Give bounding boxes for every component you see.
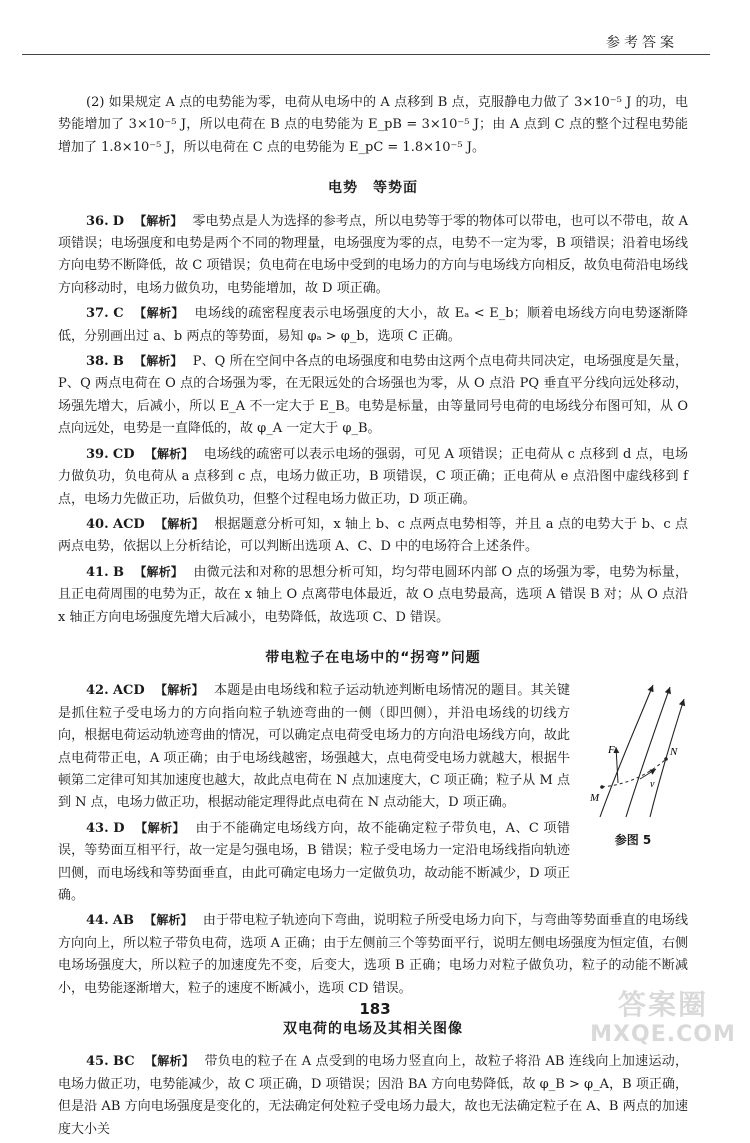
answer-42 bbox=[58, 679, 570, 814]
question-number: 44. bbox=[86, 913, 109, 929]
question-number: 39. bbox=[86, 446, 109, 462]
trajectory-dashed bbox=[602, 759, 666, 787]
question-number: 36. bbox=[86, 213, 109, 229]
point-n bbox=[664, 758, 668, 762]
figure-caption: 参图 5 bbox=[614, 833, 652, 848]
analysis-tag: 【解析】 bbox=[145, 1054, 195, 1069]
answer-text: P、Q 所在空间中各点的电场强度和电势由这两个点电荷共同决定，电场强度是矢量，P、Q 两点电荷在 O 点的合场强为零，在无限远处的合场强也为零，从 O 点沿 PQ 垂直平分线向远处移动，场强先增大，后减小，所以 E_A 不一定大于 E_B。电势是标量，由等量同号电荷的电场线分布图可知，从 O 点向远处，电势是一直降低的，故 φ_A 一定大于 φ_B。 bbox=[58, 354, 688, 437]
analysis-tag: 【解析】 bbox=[144, 446, 194, 461]
answer-choice: ACD bbox=[112, 683, 145, 699]
analysis-tag: 【解析】 bbox=[144, 913, 193, 928]
analysis-tag: 【解析】 bbox=[155, 683, 204, 698]
header-rule bbox=[22, 54, 710, 55]
answer-choice: C bbox=[113, 306, 124, 322]
answer-text: 由微元法和对称的思想分析可知，均匀带电圆环内部 O 点的场强为零，电势为标量，且正电荷周围的电势为正，故在 x 轴上 O 点离带电体最近，故 O 点电势最高，选项 A 错误 B 对；从 O 点沿 x 轴正方向电场强度先增大后减小，电势降低，故选项 C、D 错误。 bbox=[58, 564, 688, 625]
question-number: 42. bbox=[86, 683, 109, 699]
analysis-tag: 【解析】 bbox=[134, 354, 183, 369]
answer-37 bbox=[58, 302, 688, 348]
answers-with-figure bbox=[58, 679, 688, 907]
answer-39 bbox=[58, 443, 688, 511]
answer-36 bbox=[58, 210, 688, 301]
velocity-arrow bbox=[640, 769, 656, 779]
answer-text: 电场线的疏密程度表示电场强度的大小，故 Eₐ < E_b；顺着电场线方向电势逐渐降低，分别画出过 a、b 两点的等势面，易知 φₐ > φ_b，选项 C 正确。 bbox=[58, 306, 688, 344]
point-m bbox=[600, 786, 604, 790]
answer-choice: D bbox=[113, 820, 125, 836]
main-content bbox=[58, 92, 688, 1143]
question-number: 40. bbox=[86, 516, 109, 532]
answer-43 bbox=[58, 817, 570, 908]
watermark-logo bbox=[588, 990, 738, 1052]
label-n: N bbox=[670, 746, 678, 759]
answer-44 bbox=[58, 909, 688, 1000]
answer-text: 电场线的疏密可以表示电场的强弱，可见 A 项错误；正电荷从 c 点移到 d 点，电场力做负功，负电荷从 a 点移到 c 点，电场力做正功，B 项错误，C 项正确；正电荷从 e 点沿图中虚线移到 f 点，电场力先做正功，后做负功，但整个过程电场力做正功，D 项正确。 bbox=[58, 446, 688, 507]
label-v: v bbox=[650, 779, 655, 791]
analysis-tag: 【解析】 bbox=[134, 306, 184, 321]
answer-choice: AB bbox=[112, 913, 134, 929]
analysis-tag: 【解析】 bbox=[134, 213, 183, 228]
answer-text: 根据题意分析可知，x 轴上 b、c 点两点电势相等，并且 a 点的电势大于 b、c 点两点电势，依据以上分析结论，可以判断出选项 A、C、D 中的电场符合上述条件。 bbox=[58, 516, 688, 555]
section-title-potential: 电势 等势面 bbox=[328, 180, 418, 197]
answer-text: 由于带电粒子轨迹向下弯曲，说明粒子所受电场力向下，与弯曲等势面垂直的电场线方向向上，所以粒子带负电荷，选项 A 正确；由于左侧前三个等势面平行，说明左侧电场强度为恒定值，右侧电场场强度大，所以粒子的加速度先不变，后变大，选项 B 正确；电场力对粒子做负功，粒子的动能不断减小，电势能逐渐增大，粒子的速度不断减小，选项 CD 错误。 bbox=[58, 913, 688, 996]
answer-text: 零电势点是人为选择的参考点，所以电势等于零的物体可以带电，也可以不带电，故 A 项错误；电场强度和电势是两个不同的物理量，电场强度为零的点，电势不一定为零，B 项错误；沿着电场线方向电势不断降低，故 C 项错误；负电荷在电场中受到的电场力的方向与电场线方向相反，故负电荷沿电场线方向移动时，电场力做负功，电势能增加，故 D 项正确。 bbox=[58, 213, 689, 296]
watermark-text-top: 答案圈 bbox=[617, 988, 708, 1021]
answer-text: 带负电的粒子在 A 点受到的电场力竖直向上，故粒子将沿 AB 连线向上加速运动，电场力做正功，电势能减少，故 C 项正确，D 项错误；因沿 BA 方向电势降低，故 φ_B > φ_A，B 项正确，但是沿 AB 方向电场强度是变化的，无法确定何处粒子受电场力最大，故也无法确定粒子在 A、B 两点的加速度大小关 bbox=[58, 1054, 688, 1137]
answer-text: 由于不能确定电场线方向，故不能确定粒子带负电，A、C 项错误，等势面互相平行，故一定是匀强电场，B 错误；粒子受电场力一定沿电场线指向轨迹凹侧，而电场线和等势面垂直，由此可确定电场力一定做负功，故动能不断减少，D 项正确。 bbox=[58, 820, 570, 903]
answer-40 bbox=[58, 513, 688, 559]
answer-choice: CD bbox=[112, 446, 135, 462]
question-number: 37. bbox=[86, 306, 109, 322]
answer-choice: BC bbox=[113, 1054, 135, 1070]
analysis-tag: 【解析】 bbox=[134, 564, 184, 579]
field-line-diagram bbox=[578, 677, 688, 827]
intro-paragraph: (2) 如果规定 A 点的电势能为零，电荷从电场中的 A 点移到 B 点，克服静电力做了 3×10⁻⁵ J 的功，电势能增加了 3×10⁻⁵ J，所以电荷在 B 点的电势能为 E_pB = 3×10⁻⁵ J；由 A 点到 C 点的整个过程电势能增加了 1.8×10⁻⁵ J，所以电荷在 C 点的电势能为 E_pC = 1.8×10⁻⁵ J。 bbox=[58, 95, 688, 155]
answer-38 bbox=[58, 350, 688, 441]
figure-field-lines bbox=[578, 677, 688, 849]
question-number: 41. bbox=[86, 564, 109, 580]
label-f: F bbox=[608, 744, 615, 757]
answer-choice: ACD bbox=[112, 516, 145, 532]
page-number: 183 bbox=[359, 1000, 391, 1018]
field-line-2 bbox=[626, 687, 670, 817]
force-arrow bbox=[616, 747, 618, 783]
analysis-tag: 【解析】 bbox=[155, 516, 204, 531]
running-title: 参考答案 bbox=[606, 35, 678, 51]
question-number: 38. bbox=[86, 354, 109, 370]
watermark-text-bottom: MXQE.COM bbox=[590, 1022, 736, 1047]
answer-45 bbox=[58, 1050, 688, 1141]
section-title-curved-motion: 带电粒子在电场中的“拐弯”问题 bbox=[265, 649, 481, 666]
answer-choice: B bbox=[112, 354, 124, 370]
section-title-two-charges: 双电荷的电场及其相关图像 bbox=[283, 1021, 463, 1038]
analysis-tag: 【解析】 bbox=[135, 820, 186, 835]
answer-text: 本题是由电场线和粒子运动轨迹判断电场情况的题目。其关键是抓住粒子受电场力的方向指向粒子轨迹弯曲的一侧（即凹侧），并沿电场线的切线方向，根据电荷运动轨迹弯曲的情况，可以确定点电荷受电场力的方向沿电场线方向，故此点电荷带正电，A 项正确；由于电场线越密，场强越大，点电荷受电场力就越大，根据牛顿第二定律可知其加速度也越大，故此点电荷在 N 点加速度大，C 项正确；粒子从 M 点到 N 点，电场力做正功，根据动能定理得此点电荷在 N 点动能大，D 项正确。 bbox=[58, 683, 570, 811]
answer-41 bbox=[58, 561, 688, 629]
question-number: 45. bbox=[86, 1054, 109, 1070]
answer-choice: D bbox=[112, 213, 125, 229]
label-m: M bbox=[590, 792, 600, 805]
running-header bbox=[0, 30, 750, 54]
question-number: 43. bbox=[86, 820, 109, 836]
answer-choice: B bbox=[112, 564, 124, 580]
